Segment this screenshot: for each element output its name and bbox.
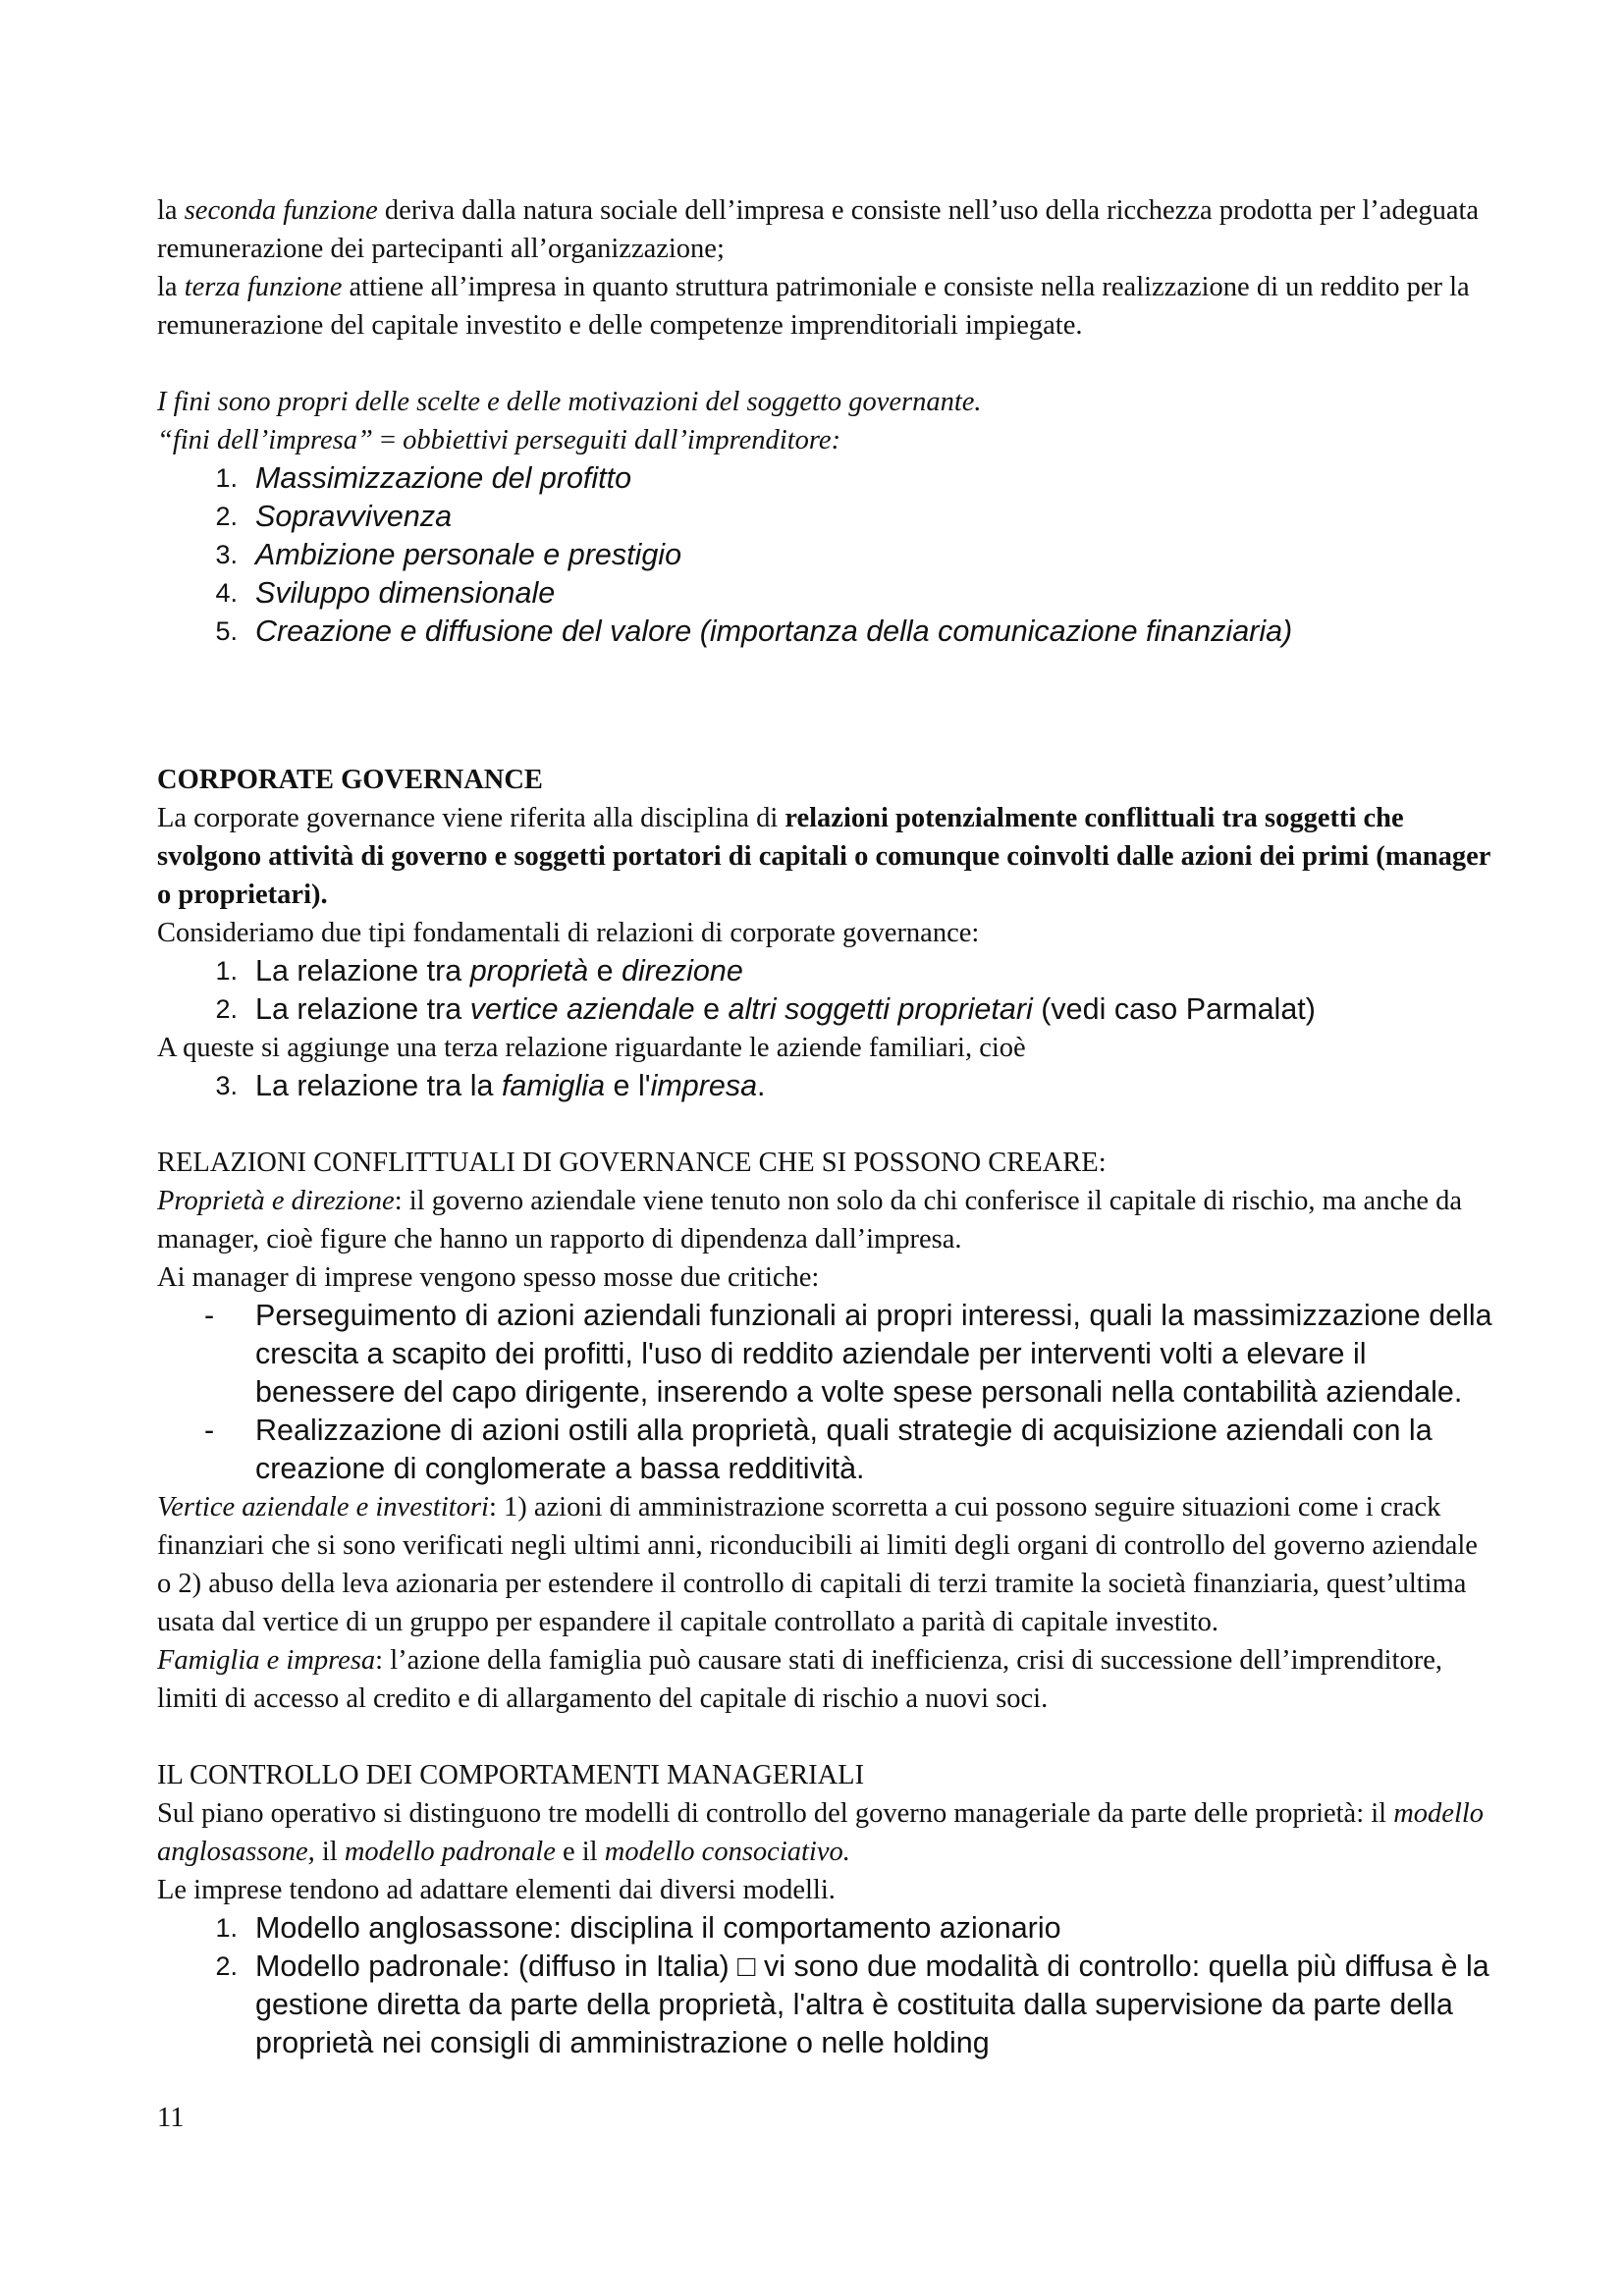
list-item: 2. La relazione tra vertice aziendale e altri soggetti proprietari (vedi caso Parmalat)	[215, 992, 1316, 1026]
list-item: 1. Modello anglosassone: disciplina il comportamento azionario	[215, 1911, 1061, 1945]
cg-paragraph-1: La corporate governance viene riferita alla disciplina di relazioni potenzialmente conflittuali tra soggetti che svolgono attività di governo e soggetti portatori di capitali o comunque coinvolti dalle azioni dei primi (manager o proprietari).	[157, 803, 1490, 910]
intro-paragraph-1: la seconda funzione deriva dalla natura sociale dell’impresa e consiste nell’uso della ricchezza prodotta per l’adeguata remunerazione dei partecipanti all’organizzazione;	[157, 195, 1480, 264]
list-item: 3. La relazione tra la famiglia e l'impresa.	[215, 1069, 766, 1102]
rel-paragraph-2: Ai manager di imprese vengono spesso mosse due critiche:	[157, 1262, 820, 1293]
intro-paragraph-2: la terza funzione attiene all’impresa in quanto struttura patrimoniale e consiste nella realizzazione di un reddito per la remunerazione del capitale investito e delle competenze imprenditoriali impiegate.	[157, 272, 1470, 341]
cg-paragraph-3: A queste si aggiunge una terza relazione riguardante le aziende familiari, cioè	[157, 1033, 1026, 1063]
page-number: 11	[157, 2103, 185, 2133]
fini-line-1: I fini sono propri delle scelte e delle motivazioni del soggetto governante.	[157, 387, 982, 417]
list-item: 2. Modello padronale: (diffuso in Italia) □ vi sono due modalità di controllo: quella più diffusa è la gestione diretta da parte della proprietà, l'altra è costituita dalla supervisione da parte della proprietà nei consigli di amministrazione o nelle holding	[215, 1949, 1489, 2059]
list-item: 4. Sviluppo dimensionale	[215, 576, 556, 610]
list-item: 1. Massimizzazione del profitto	[215, 461, 632, 495]
rel-paragraph-4: Famiglia e impresa: l’azione della famiglia può causare stati di inefficienza, crisi di successione dell’imprenditore, limiti di accesso al credito e di allargamento del capitale di rischio a nuovi soci.	[157, 1645, 1442, 1714]
ctrl-paragraph-1: Sul piano operativo si distinguono tre modelli di controllo del governo manageriale da parte delle proprietà: il modello anglosassone, il modello padronale e il modello consociativo.	[157, 1798, 1485, 1867]
list-item: 2. Sopravvivenza	[215, 500, 453, 533]
document-page	[157, 191, 1492, 2062]
ctrl-paragraph-2: Le imprese tendono ad adattare elementi dai diversi modelli.	[157, 1875, 836, 1905]
list-item: 1. La relazione tra proprietà e direzione	[215, 954, 743, 988]
cg-paragraph-2: Consideriamo due tipi fondamentali di relazioni di corporate governance:	[157, 918, 980, 948]
section-title-relazioni: RELAZIONI CONFLITTUALI DI GOVERNANCE CHE SI POSSONO CREARE:	[157, 1148, 1107, 1178]
fini-list	[157, 459, 1492, 651]
fini-line-2: “fini dell’impresa” = obbiettivi perseguiti dall’imprenditore:	[157, 425, 841, 455]
section-title-controllo: IL CONTROLLO DEI COMPORTAMENTI MANAGERIALI	[157, 1760, 865, 1790]
list-item: - Realizzazione di azioni ostili alla proprietà, quali strategie di acquisizione aziendali con la creazione di conglomerate a bassa redditività.	[204, 1414, 1433, 1485]
list-item: - Perseguimento di azioni aziendali funzionali ai propri interessi, quali la massimizzazione della crescita a scapito dei profitti, l'uso di reddito aziendale per interventi volti a elevare il benessere del capo dirigente, inserendo a volte spese personali nella contabilità aziendale.	[204, 1299, 1492, 1409]
list-item: 5. Creazione e diffusione del valore (importanza della comunicazione finanziaria)	[215, 614, 1293, 648]
rel-paragraph-3: Vertice aziendale e investitori: 1) azioni di amministrazione scorretta a cui possono seguire situazioni come i crack finanziari che si sono verificati negli ultimi anni, riconducibili ai limiti degli organi di controllo del governo aziendale o 2) abuso della leva azionaria per estendere il controllo di capitali di terzi tramite la società finanziaria, quest’ultima usata dal vertice di un gruppo per espandere il capitale controllato a parità di capitale investito.	[157, 1492, 1478, 1637]
list-item: 3. Ambizione personale e prestigio	[215, 538, 682, 571]
section-title-corporate-governance: CORPORATE GOVERNANCE	[157, 765, 543, 795]
rel-paragraph-1: Proprietà e direzione: il governo aziendale viene tenuto non solo da chi conferisce il capitale di rischio, ma anche da manager, cioè figure che hanno un rapporto di dipendenza dall’impresa.	[157, 1186, 1463, 1255]
